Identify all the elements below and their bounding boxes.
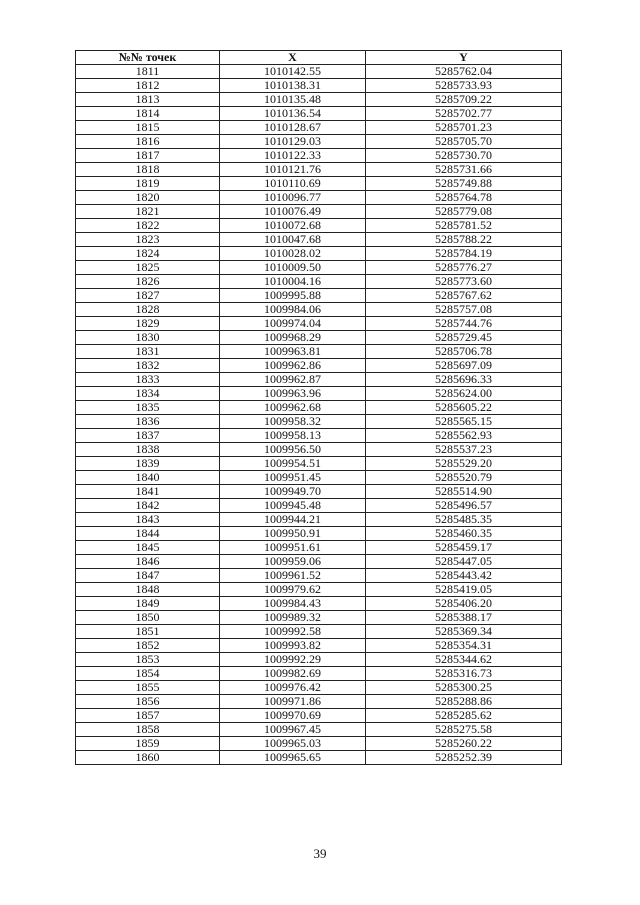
table-row (76, 513, 562, 527)
y-coordinate-cell: 5285731.66 (366, 163, 562, 177)
table-row (76, 541, 562, 555)
x-coordinate-cell: 1010076.49 (220, 205, 366, 219)
y-coordinate-cell: 5285605.22 (366, 401, 562, 415)
point-number-cell: 1857 (76, 709, 220, 723)
x-coordinate-cell: 1010110.69 (220, 177, 366, 191)
x-coordinate-cell: 1010122.33 (220, 149, 366, 163)
point-number-cell: 1814 (76, 107, 220, 121)
x-coordinate-cell: 1009956.50 (220, 443, 366, 457)
table-row (76, 177, 562, 191)
table-row (76, 331, 562, 345)
y-coordinate-cell: 5285496.57 (366, 499, 562, 513)
point-number-cell: 1832 (76, 359, 220, 373)
table-row (76, 275, 562, 289)
x-coordinate-cell: 1009962.87 (220, 373, 366, 387)
y-coordinate-cell: 5285419.05 (366, 583, 562, 597)
x-coordinate-cell: 1009961.52 (220, 569, 366, 583)
y-coordinate-cell: 5285537.23 (366, 443, 562, 457)
point-number-cell: 1845 (76, 541, 220, 555)
header-y: Y (366, 51, 562, 65)
point-number-cell: 1829 (76, 317, 220, 331)
y-coordinate-cell: 5285460.35 (366, 527, 562, 541)
table-row (76, 233, 562, 247)
table-row (76, 359, 562, 373)
y-coordinate-cell: 5285779.08 (366, 205, 562, 219)
y-coordinate-cell: 5285697.09 (366, 359, 562, 373)
table-row (76, 737, 562, 751)
y-coordinate-cell: 5285729.45 (366, 331, 562, 345)
x-coordinate-cell: 1009951.45 (220, 471, 366, 485)
point-number-cell: 1852 (76, 639, 220, 653)
y-coordinate-cell: 5285565.15 (366, 415, 562, 429)
point-number-cell: 1860 (76, 751, 220, 765)
y-coordinate-cell: 5285288.86 (366, 695, 562, 709)
table-row (76, 555, 562, 569)
header-x: X (220, 51, 366, 65)
table-row (76, 499, 562, 513)
point-number-cell: 1823 (76, 233, 220, 247)
x-coordinate-cell: 1009967.45 (220, 723, 366, 737)
table-row (76, 639, 562, 653)
table-row (76, 527, 562, 541)
point-number-cell: 1854 (76, 667, 220, 681)
x-coordinate-cell: 1010072.68 (220, 219, 366, 233)
table-row (76, 597, 562, 611)
y-coordinate-cell: 5285447.05 (366, 555, 562, 569)
point-number-cell: 1840 (76, 471, 220, 485)
point-number-cell: 1831 (76, 345, 220, 359)
table-row (76, 261, 562, 275)
point-number-cell: 1843 (76, 513, 220, 527)
y-coordinate-cell: 5285696.33 (366, 373, 562, 387)
point-number-cell: 1856 (76, 695, 220, 709)
table-body (76, 65, 562, 765)
y-coordinate-cell: 5285300.25 (366, 681, 562, 695)
y-coordinate-cell: 5285776.27 (366, 261, 562, 275)
x-coordinate-cell: 1009971.86 (220, 695, 366, 709)
point-number-cell: 1839 (76, 457, 220, 471)
table-row (76, 247, 562, 261)
y-coordinate-cell: 5285344.62 (366, 653, 562, 667)
y-coordinate-cell: 5285784.19 (366, 247, 562, 261)
point-number-cell: 1847 (76, 569, 220, 583)
x-coordinate-cell: 1009949.70 (220, 485, 366, 499)
x-coordinate-cell: 1009970.69 (220, 709, 366, 723)
point-number-cell: 1858 (76, 723, 220, 737)
coordinates-table (75, 50, 562, 765)
table-row (76, 93, 562, 107)
y-coordinate-cell: 5285773.60 (366, 275, 562, 289)
y-coordinate-cell: 5285781.52 (366, 219, 562, 233)
y-coordinate-cell: 5285749.88 (366, 177, 562, 191)
y-coordinate-cell: 5285388.17 (366, 611, 562, 625)
table-header (76, 51, 562, 65)
point-number-cell: 1836 (76, 415, 220, 429)
table-row (76, 121, 562, 135)
x-coordinate-cell: 1009968.29 (220, 331, 366, 345)
y-coordinate-cell: 5285406.20 (366, 597, 562, 611)
table-row (76, 611, 562, 625)
y-coordinate-cell: 5285744.76 (366, 317, 562, 331)
y-coordinate-cell: 5285764.78 (366, 191, 562, 205)
table-row (76, 485, 562, 499)
y-coordinate-cell: 5285733.93 (366, 79, 562, 93)
y-coordinate-cell: 5285709.22 (366, 93, 562, 107)
x-coordinate-cell: 1009995.88 (220, 289, 366, 303)
point-number-cell: 1844 (76, 527, 220, 541)
x-coordinate-cell: 1009984.43 (220, 597, 366, 611)
x-coordinate-cell: 1009951.61 (220, 541, 366, 555)
x-coordinate-cell: 1009965.03 (220, 737, 366, 751)
x-coordinate-cell: 1009974.04 (220, 317, 366, 331)
y-coordinate-cell: 5285354.31 (366, 639, 562, 653)
table-row (76, 653, 562, 667)
point-number-cell: 1822 (76, 219, 220, 233)
y-coordinate-cell: 5285514.90 (366, 485, 562, 499)
table-row (76, 583, 562, 597)
table-row (76, 65, 562, 79)
x-coordinate-cell: 1009958.13 (220, 429, 366, 443)
x-coordinate-cell: 1010135.48 (220, 93, 366, 107)
x-coordinate-cell: 1010004.16 (220, 275, 366, 289)
x-coordinate-cell: 1009963.96 (220, 387, 366, 401)
x-coordinate-cell: 1010138.31 (220, 79, 366, 93)
y-coordinate-cell: 5285369.34 (366, 625, 562, 639)
table-row (76, 149, 562, 163)
x-coordinate-cell: 1009958.32 (220, 415, 366, 429)
y-coordinate-cell: 5285520.79 (366, 471, 562, 485)
x-coordinate-cell: 1009982.69 (220, 667, 366, 681)
point-number-cell: 1813 (76, 93, 220, 107)
y-coordinate-cell: 5285762.04 (366, 65, 562, 79)
point-number-cell: 1853 (76, 653, 220, 667)
table-row (76, 289, 562, 303)
point-number-cell: 1846 (76, 555, 220, 569)
table-row (76, 443, 562, 457)
y-coordinate-cell: 5285459.17 (366, 541, 562, 555)
x-coordinate-cell: 1009992.29 (220, 653, 366, 667)
x-coordinate-cell: 1010129.03 (220, 135, 366, 149)
point-number-cell: 1842 (76, 499, 220, 513)
y-coordinate-cell: 5285285.62 (366, 709, 562, 723)
table-row (76, 373, 562, 387)
x-coordinate-cell: 1009944.21 (220, 513, 366, 527)
x-coordinate-cell: 1009993.82 (220, 639, 366, 653)
point-number-cell: 1828 (76, 303, 220, 317)
y-coordinate-cell: 5285788.22 (366, 233, 562, 247)
point-number-cell: 1815 (76, 121, 220, 135)
point-number-cell: 1859 (76, 737, 220, 751)
x-coordinate-cell: 1009965.65 (220, 751, 366, 765)
x-coordinate-cell: 1010096.77 (220, 191, 366, 205)
x-coordinate-cell: 1009992.58 (220, 625, 366, 639)
table-row (76, 191, 562, 205)
table-row (76, 681, 562, 695)
y-coordinate-cell: 5285701.23 (366, 121, 562, 135)
x-coordinate-cell: 1009962.86 (220, 359, 366, 373)
x-coordinate-cell: 1009945.48 (220, 499, 366, 513)
point-number-cell: 1824 (76, 247, 220, 261)
y-coordinate-cell: 5285529.20 (366, 457, 562, 471)
header-row (76, 51, 562, 65)
point-number-cell: 1811 (76, 65, 220, 79)
table-row (76, 429, 562, 443)
table-row (76, 471, 562, 485)
y-coordinate-cell: 5285562.93 (366, 429, 562, 443)
point-number-cell: 1821 (76, 205, 220, 219)
point-number-cell: 1834 (76, 387, 220, 401)
point-number-cell: 1830 (76, 331, 220, 345)
table-row (76, 107, 562, 121)
point-number-cell: 1812 (76, 79, 220, 93)
table-row (76, 135, 562, 149)
x-coordinate-cell: 1009979.62 (220, 583, 366, 597)
table-row (76, 457, 562, 471)
y-coordinate-cell: 5285485.35 (366, 513, 562, 527)
x-coordinate-cell: 1010136.54 (220, 107, 366, 121)
table-row (76, 569, 562, 583)
point-number-cell: 1837 (76, 429, 220, 443)
y-coordinate-cell: 5285316.73 (366, 667, 562, 681)
x-coordinate-cell: 1009963.81 (220, 345, 366, 359)
point-number-cell: 1849 (76, 597, 220, 611)
x-coordinate-cell: 1010047.68 (220, 233, 366, 247)
x-coordinate-cell: 1010121.76 (220, 163, 366, 177)
x-coordinate-cell: 1009950.91 (220, 527, 366, 541)
point-number-cell: 1848 (76, 583, 220, 597)
y-coordinate-cell: 5285757.08 (366, 303, 562, 317)
point-number-cell: 1855 (76, 681, 220, 695)
point-number-cell: 1850 (76, 611, 220, 625)
table-row (76, 667, 562, 681)
y-coordinate-cell: 5285767.62 (366, 289, 562, 303)
y-coordinate-cell: 5285252.39 (366, 751, 562, 765)
table-row (76, 163, 562, 177)
table-row (76, 415, 562, 429)
x-coordinate-cell: 1009959.06 (220, 555, 366, 569)
x-coordinate-cell: 1010028.02 (220, 247, 366, 261)
point-number-cell: 1816 (76, 135, 220, 149)
y-coordinate-cell: 5285624.00 (366, 387, 562, 401)
point-number-cell: 1819 (76, 177, 220, 191)
point-number-cell: 1851 (76, 625, 220, 639)
x-coordinate-cell: 1009962.68 (220, 401, 366, 415)
x-coordinate-cell: 1010142.55 (220, 65, 366, 79)
point-number-cell: 1825 (76, 261, 220, 275)
header-point-number: №№ точек (76, 51, 220, 65)
table-row (76, 219, 562, 233)
y-coordinate-cell: 5285260.22 (366, 737, 562, 751)
table-row (76, 303, 562, 317)
table-row (76, 751, 562, 765)
x-coordinate-cell: 1009976.42 (220, 681, 366, 695)
page-number: 39 (313, 846, 327, 861)
y-coordinate-cell: 5285730.70 (366, 149, 562, 163)
point-number-cell: 1827 (76, 289, 220, 303)
table-row (76, 401, 562, 415)
point-number-cell: 1826 (76, 275, 220, 289)
point-number-cell: 1838 (76, 443, 220, 457)
point-number-cell: 1818 (76, 163, 220, 177)
y-coordinate-cell: 5285443.42 (366, 569, 562, 583)
table-row (76, 79, 562, 93)
point-number-cell: 1817 (76, 149, 220, 163)
table-row (76, 695, 562, 709)
table-row (76, 317, 562, 331)
point-number-cell: 1820 (76, 191, 220, 205)
y-coordinate-cell: 5285702.77 (366, 107, 562, 121)
table-row (76, 723, 562, 737)
point-number-cell: 1835 (76, 401, 220, 415)
x-coordinate-cell: 1009989.32 (220, 611, 366, 625)
point-number-cell: 1833 (76, 373, 220, 387)
x-coordinate-cell: 1009984.06 (220, 303, 366, 317)
table-row (76, 625, 562, 639)
table-row (76, 387, 562, 401)
table-row (76, 345, 562, 359)
table-row (76, 709, 562, 723)
y-coordinate-cell: 5285705.70 (366, 135, 562, 149)
x-coordinate-cell: 1010009.50 (220, 261, 366, 275)
table-row (76, 205, 562, 219)
x-coordinate-cell: 1010128.67 (220, 121, 366, 135)
y-coordinate-cell: 5285706.78 (366, 345, 562, 359)
x-coordinate-cell: 1009954.51 (220, 457, 366, 471)
y-coordinate-cell: 5285275.58 (366, 723, 562, 737)
point-number-cell: 1841 (76, 485, 220, 499)
